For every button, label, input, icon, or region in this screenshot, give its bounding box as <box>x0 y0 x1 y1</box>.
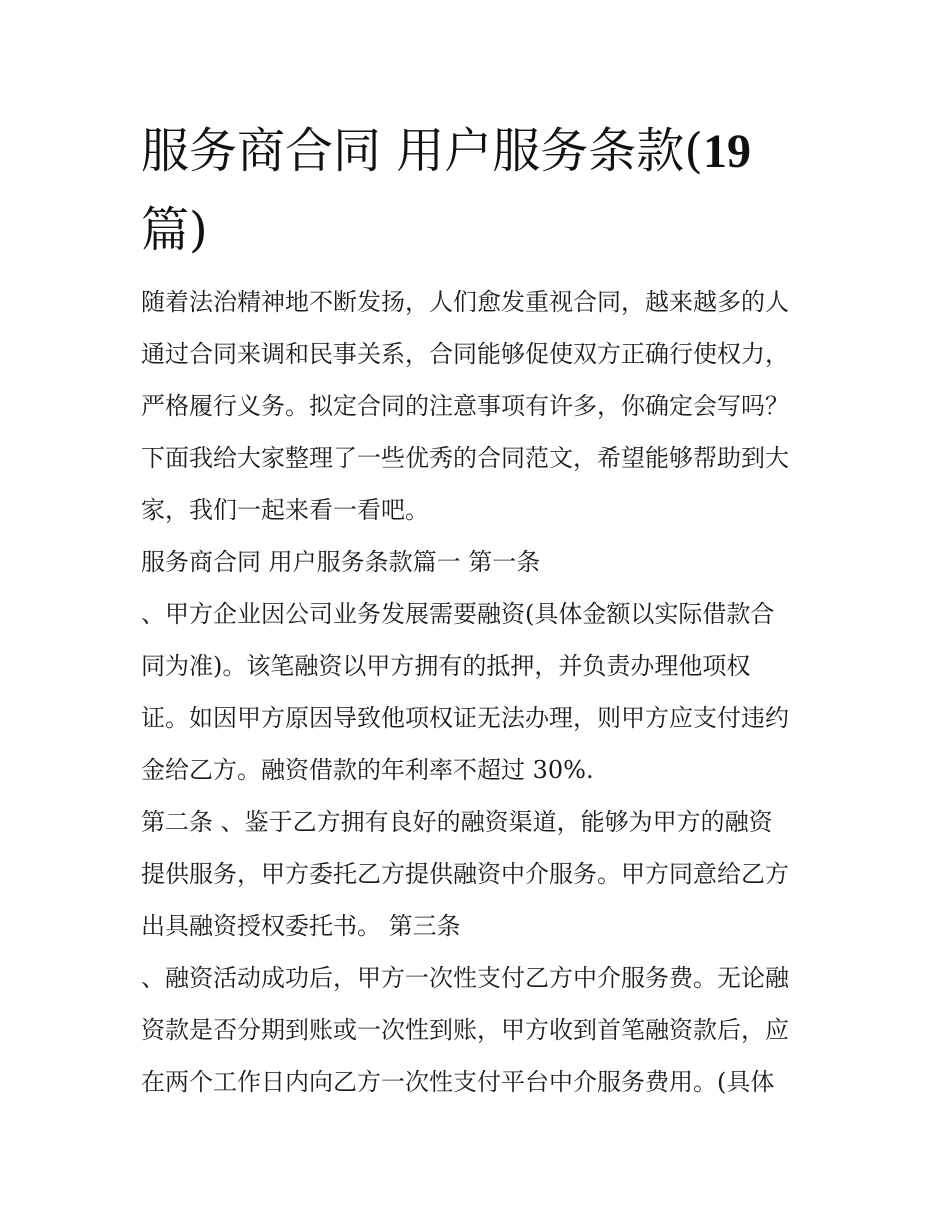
body-line: 同为准)。该笔融资以甲方拥有的抵押，并负责办理他项权 <box>141 652 751 680</box>
body-line: 通过合同来调和民事关系，合同能够促使双方正确行使权力， <box>141 340 789 368</box>
title-end-text: 篇) <box>141 202 208 258</box>
body-line: 证。如因甲方原因导致他项权证无法办理，则甲方应支付违约 <box>141 704 789 732</box>
title-main-text: 服务商合同 用户服务条款( <box>141 123 703 179</box>
document-title <box>141 112 821 269</box>
body-line: 在两个工作日内向乙方一次性支付平台中介服务费用。(具体 <box>141 1068 775 1096</box>
document-body <box>141 276 816 1108</box>
body-line: 出具融资授权委托书。 第三条 <box>141 912 461 940</box>
body-line: 第二条 、鉴于乙方拥有良好的融资渠道，能够为甲方的融资 <box>141 808 773 836</box>
body-line: 随着法治精神地不断发扬，人们愈发重视合同，越来越多的人 <box>141 288 789 316</box>
body-line: 严格履行义务。拟定合同的注意事项有许多，你确定会写吗？ <box>141 392 789 420</box>
body-line: 、甲方企业因公司业务发展需要融资(具体金额以实际借款合 <box>141 600 775 628</box>
body-line: 、融资活动成功后，甲方一次性支付乙方中介服务费。无论融 <box>141 964 789 992</box>
body-line: 下面我给大家整理了一些优秀的合同范文，希望能够帮助到大 <box>141 444 789 472</box>
body-line: 金给乙方。融资借款的年利率不超过 30%. <box>141 756 594 784</box>
body-line: 提供服务，甲方委托乙方提供融资中介服务。甲方同意给乙方 <box>141 860 789 888</box>
body-line: 家，我们一起来看一看吧。 <box>141 496 429 524</box>
body-line: 资款是否分期到账或一次性到账，甲方收到首笔融资款后，应 <box>141 1016 789 1044</box>
section-heading-line: 服务商合同 用户服务条款篇一 第一条 <box>141 548 541 576</box>
title-count: 19 <box>703 125 751 178</box>
